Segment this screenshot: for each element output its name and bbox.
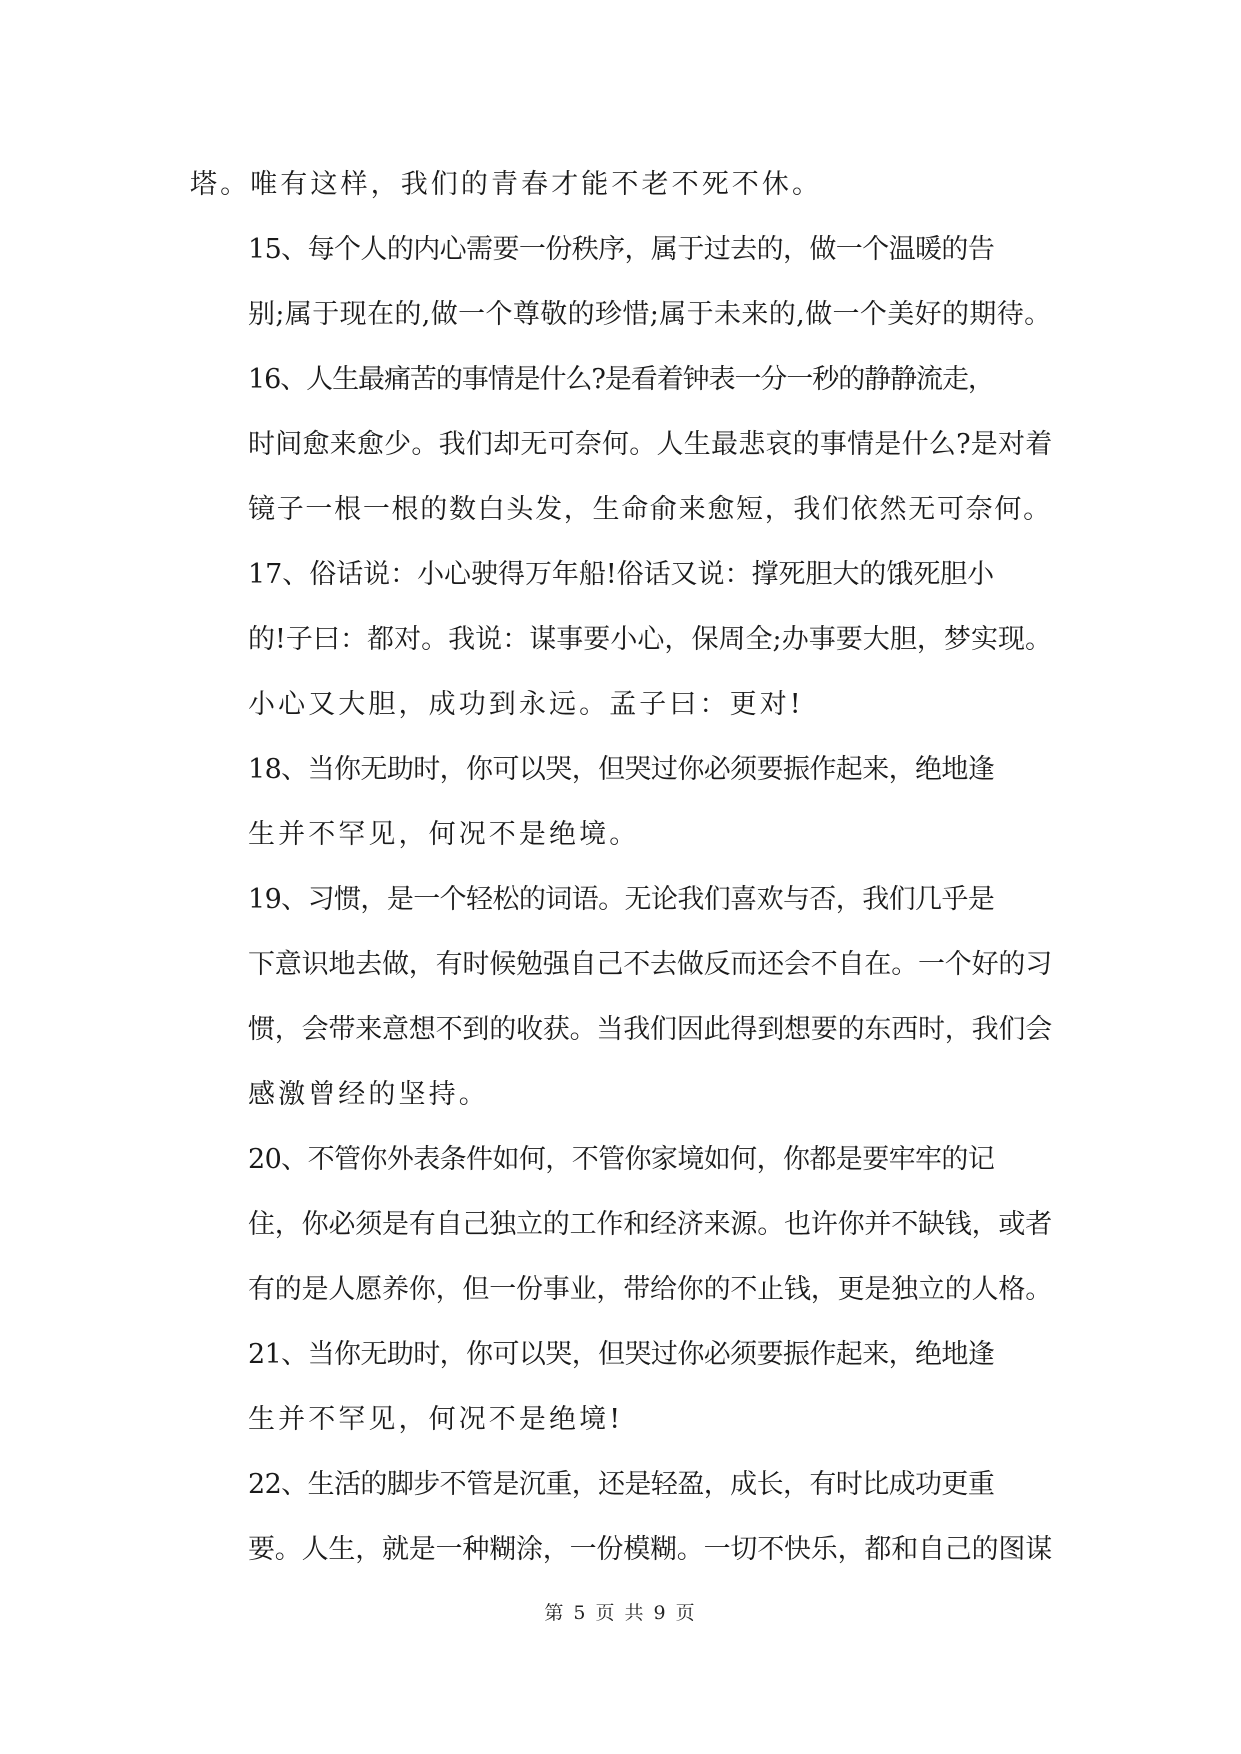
paragraph — [190, 152, 1052, 217]
paragraph — [190, 867, 1052, 1127]
text-line: 20、不管你外表条件如何，不管你家境如何，你都是要牢牢的记 — [248, 1144, 995, 1175]
text-line: 19、习惯，是一个轻松的词语。无论我们喜欢与否，我们几乎是 — [248, 884, 995, 915]
text-line: 16、人生最痛苦的事情是什么?是看着钟表一分一秒的静静流走， — [248, 364, 994, 395]
paragraph — [190, 347, 1052, 542]
text-line: 生并不罕见，何况不是绝境。 — [248, 819, 640, 850]
text-line: 感激曾经的坚持。 — [248, 1079, 489, 1110]
text-line: 住，你必须是有自己独立的工作和经济来源。也许你并不缺钱，或者 — [248, 1209, 1052, 1240]
text-line: 有的是人愿养你，但一份事业，带给你的不止钱，更是独立的人格。 — [248, 1274, 1052, 1305]
text-line: 要。人生，就是一种糊涂，一份模糊。一切不快乐，都和自己的图谋 — [248, 1534, 1052, 1565]
page-number-footer: 第 5 页 共 9 页 — [544, 1602, 697, 1624]
paragraph — [190, 542, 1052, 737]
text-line: 的!子曰：都对。我说：谋事要小心，保周全;办事要大胆，梦实现。 — [248, 624, 1053, 655]
text-line: 塔。唯有这样，我们的青春才能不老不死不休。 — [190, 169, 823, 200]
paragraph — [190, 217, 1052, 347]
paragraph — [190, 1127, 1052, 1322]
text-line: 惯，会带来意想不到的收获。当我们因此得到想要的东西时，我们会 — [248, 1014, 1052, 1045]
text-line: 21、当你无助时，你可以哭，但哭过你必须要振作起来，绝地逢 — [248, 1339, 995, 1370]
document-body — [190, 152, 1052, 1582]
paragraph — [190, 737, 1052, 867]
text-line: 小心又大胆，成功到永远。孟子曰：更对! — [248, 689, 804, 720]
text-line: 17、俗话说：小心驶得万年船!俗话又说：撑死胆大的饿死胆小 — [248, 559, 995, 590]
text-line: 时间愈来愈少。我们却无可奈何。人生最悲哀的事情是什么?是对着 — [248, 429, 1053, 460]
text-line: 22、生活的脚步不管是沉重，还是轻盈，成长，有时比成功更重 — [248, 1469, 995, 1500]
text-line: 别;属于现在的,做一个尊敬的珍惜;属于未来的,做一个美好的期待。 — [248, 299, 1052, 330]
paragraph — [190, 1322, 1052, 1452]
paragraph — [190, 1452, 1052, 1582]
text-line: 18、当你无助时，你可以哭，但哭过你必须要振作起来，绝地逢 — [248, 754, 995, 785]
text-line: 15、每个人的内心需要一份秩序，属于过去的，做一个温暖的告 — [248, 234, 995, 265]
text-line: 下意识地去做，有时候勉强自己不去做反而还会不自在。一个好的习 — [248, 949, 1052, 980]
text-line: 生并不罕见，何况不是绝境! — [248, 1404, 624, 1435]
text-line: 镜子一根一根的数白头发，生命俞来愈短，我们依然无可奈何。 — [248, 494, 1052, 525]
